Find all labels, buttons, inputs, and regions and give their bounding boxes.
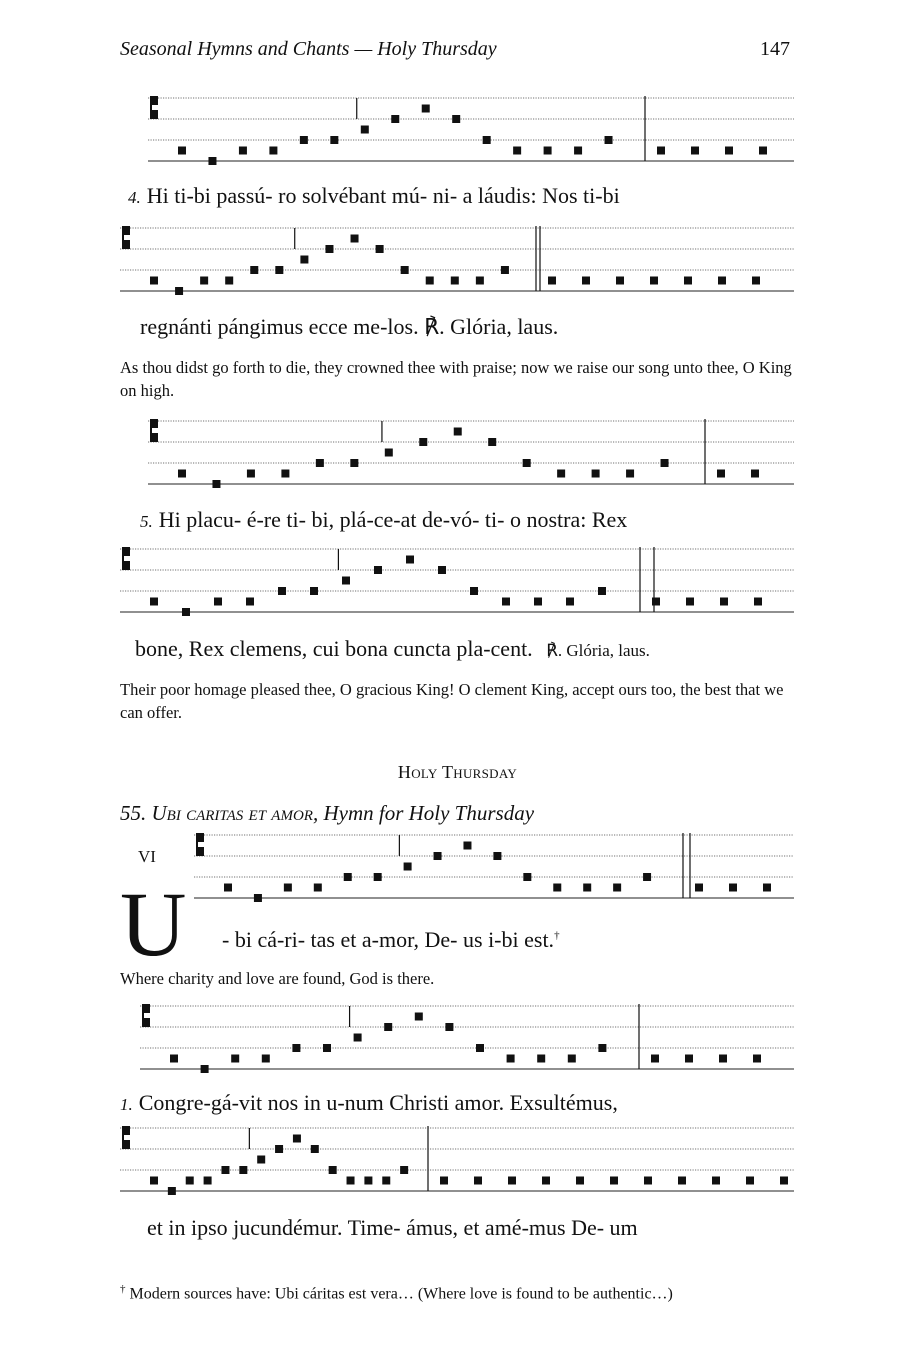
page-number: 147 <box>760 38 790 60</box>
hymn-subtitle: Hymn for Holy Thursday <box>323 801 535 825</box>
square-neume-icon <box>474 1177 482 1185</box>
footnote-mark: † <box>554 929 560 942</box>
hymn-number: 55. <box>120 801 147 825</box>
refrain-cue: ℟. Glória, laus. <box>546 641 650 660</box>
square-neume-icon <box>780 1177 788 1185</box>
mode-label: VI <box>138 847 156 866</box>
verse-number: 4. <box>128 188 141 207</box>
square-neume-icon <box>168 1187 176 1195</box>
square-neume-icon <box>221 1166 229 1174</box>
square-neume-icon <box>440 1177 448 1185</box>
square-neume-icon <box>746 1177 754 1185</box>
square-neume-icon <box>293 1135 301 1143</box>
drop-capital: U <box>120 873 187 975</box>
footnote-text: Modern sources have: Ubi cáritas est vera… (Where love is found to be authentic…) <box>129 1285 673 1303</box>
square-neume-icon <box>644 1177 652 1185</box>
square-neume-icon <box>150 1177 158 1185</box>
square-neume-icon <box>329 1166 337 1174</box>
square-neume-icon <box>678 1177 686 1185</box>
lyric-text: Hi ti-bi passú- ro solvébant mú- ni- a láudis: Nos ti-bi <box>146 183 620 208</box>
square-neume-icon <box>576 1177 584 1185</box>
verse-number: 1. <box>120 1095 133 1114</box>
lyric-text: Hi placu- é-re ti- bi, plá-ce-at de-vó- ti- o nostra: Rex <box>158 507 628 532</box>
square-neume-icon <box>275 1145 283 1153</box>
square-neume-icon <box>186 1177 194 1185</box>
section-heading: Holy Thursday <box>397 762 518 782</box>
square-neume-icon <box>712 1177 720 1185</box>
hymn-name: Ubi caritas et amor, <box>151 801 319 825</box>
square-neume-icon <box>382 1177 390 1185</box>
square-neume-icon <box>347 1177 355 1185</box>
footnote <box>120 1283 673 1303</box>
verse-number: 5. <box>140 512 153 531</box>
running-header: Seasonal Hymns and Chants — Holy Thursday <box>120 38 497 60</box>
lyric-text: - bi cá-ri- tas et a-mor, De- us i-bi est. <box>222 927 555 952</box>
lyric-line: regnánti pángimus ecce me-los. ℟. Glória, laus. <box>140 314 559 339</box>
translation-text: Where charity and love are found, God is there. <box>120 969 435 988</box>
square-neume-icon <box>311 1145 319 1153</box>
square-neume-icon <box>542 1177 550 1185</box>
translation-text: Their poor homage pleased thee, O gracious King! O clement King, accept ours too, the best that we can offer. <box>120 680 784 722</box>
square-neume-icon <box>610 1177 618 1185</box>
translation-text: As thou didst go forth to die, they crowned thee with praise; now we raise our song unto thee, O King on high. <box>120 358 792 400</box>
square-neume-icon <box>364 1177 372 1185</box>
lyric-text: bone, Rex clemens, cui bona cuncta pla-cent. <box>135 636 533 661</box>
do-clef-icon <box>122 1126 130 1149</box>
square-neume-icon <box>204 1177 212 1185</box>
lyric-text: Congre-gá-vit nos in u-num Christi amor. Exsultémus, <box>138 1090 618 1115</box>
lyric-line: et in ipso jucundémur. Time- ámus, et amé-mus De- um <box>147 1215 638 1240</box>
square-neume-icon <box>508 1177 516 1185</box>
square-neume-icon <box>239 1166 247 1174</box>
square-neume-icon <box>257 1156 265 1164</box>
square-neume-icon <box>400 1166 408 1174</box>
footnote-mark: † <box>120 1283 126 1295</box>
